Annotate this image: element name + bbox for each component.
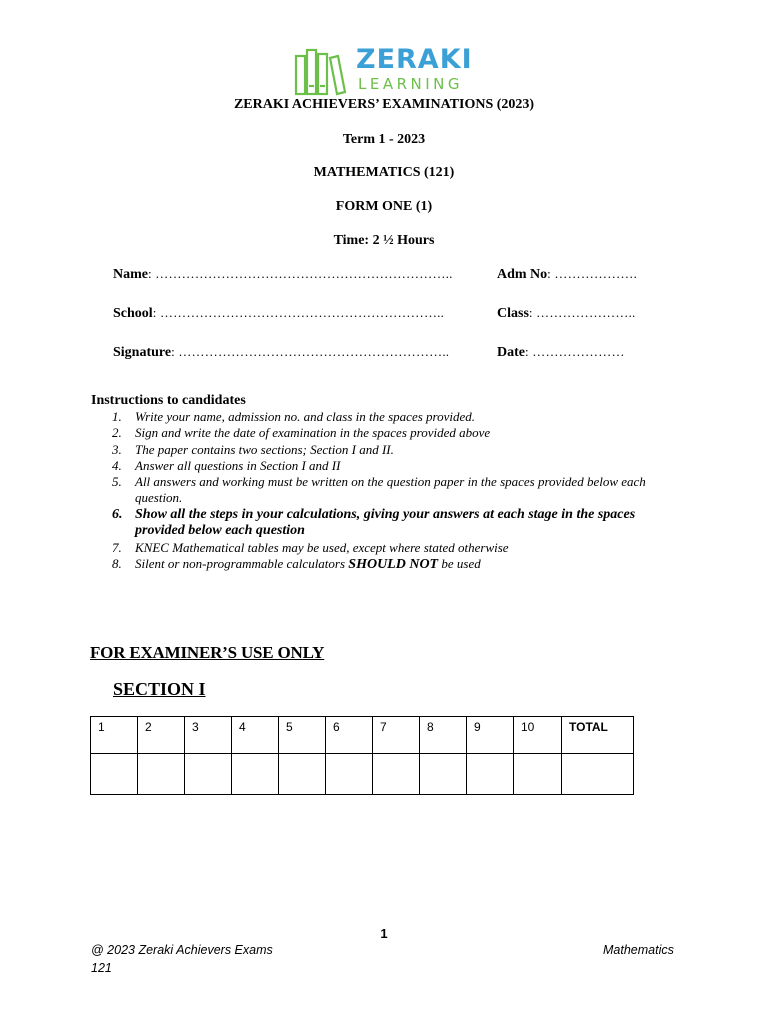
- instruction-item: [112, 507, 672, 540]
- date-label: Date: [497, 345, 525, 360]
- instruction-item: [112, 540, 672, 556]
- score-col-header: 9: [467, 717, 514, 754]
- instruction-number: 4.: [112, 457, 122, 473]
- instruction-text: KNEC Mathematical tables may be used, except where stated otherwise: [135, 539, 509, 555]
- school-dots: : ………………………………………………………..: [152, 305, 445, 320]
- score-col-header: 1: [91, 717, 138, 754]
- score-cell[interactable]: [373, 754, 420, 795]
- score-cell[interactable]: [279, 754, 326, 795]
- score-cell[interactable]: [514, 754, 562, 795]
- school-label: School: [113, 306, 153, 321]
- instructions-heading: Instructions to candidates: [91, 393, 246, 408]
- adm-no-label: Adm No: [497, 267, 548, 282]
- section-heading: SECTION I: [113, 679, 206, 699]
- instruction-item: [112, 474, 672, 507]
- score-col-header: 4: [232, 717, 279, 754]
- instructions-list: [112, 409, 672, 573]
- signature-dots: : ……………………………………………………..: [171, 344, 450, 359]
- signature-label: Signature: [113, 345, 172, 360]
- logo-sub-text: LEARNING: [358, 75, 464, 93]
- exam-term: Term 1 - 2023: [342, 132, 426, 147]
- name-dots: : …………………………………………………………..: [148, 266, 453, 281]
- adm-no-dots: : ……………….: [547, 266, 638, 281]
- score-cell[interactable]: [232, 754, 279, 795]
- instruction-item: [112, 409, 672, 425]
- instruction-text: Sign and write the date of examination in the spaces provided above: [135, 425, 491, 441]
- footer-left: @ 2023 Zeraki Achievers Exams: [91, 943, 273, 957]
- instruction-number: 5.: [112, 474, 122, 490]
- class-label: Class: [497, 306, 529, 321]
- score-cell[interactable]: [467, 754, 514, 795]
- score-cell[interactable]: [91, 754, 138, 795]
- exam-time: Time: 2 ½ Hours: [333, 233, 435, 248]
- zeraki-logo: [294, 44, 484, 96]
- score-col-header: 8: [420, 717, 467, 754]
- instruction-item: [112, 556, 672, 573]
- score-col-header: 5: [279, 717, 326, 754]
- score-cell[interactable]: [326, 754, 373, 795]
- instruction-text: Show all the steps in your calculations, giving your answers at each stage in the spaces provided below each question: [135, 506, 636, 539]
- exam-form: FORM ONE (1): [335, 199, 433, 214]
- score-table: [90, 716, 634, 795]
- exam-subject: MATHEMATICS (121): [313, 165, 455, 180]
- logo-brand-text: ZERAKI: [356, 44, 473, 75]
- instruction-text: Answer all questions in Section I and II: [135, 457, 341, 473]
- instruction-text-after: be used: [438, 556, 481, 572]
- instruction-number: 8.: [112, 556, 122, 572]
- name-field[interactable]: [113, 266, 453, 283]
- class-field[interactable]: [497, 305, 635, 322]
- instruction-item: [112, 458, 672, 474]
- instruction-emphasis: SHOULD NOT: [348, 557, 439, 573]
- instruction-number: 1.: [112, 409, 122, 424]
- score-cell-total[interactable]: [562, 754, 634, 795]
- instruction-item: [112, 425, 672, 441]
- instruction-text: Silent or non-programmable calculators: [135, 556, 349, 572]
- score-cell[interactable]: [185, 754, 232, 795]
- score-entry-row: [91, 754, 634, 795]
- date-field[interactable]: [497, 344, 625, 361]
- examiner-heading: FOR EXAMINER’S USE ONLY: [90, 643, 325, 662]
- adm-no-field[interactable]: [497, 266, 637, 283]
- score-col-header: 6: [326, 717, 373, 754]
- signature-field[interactable]: [113, 344, 449, 361]
- instruction-text: All answers and working must be written on the question paper in the spaces provided below each question.: [135, 474, 646, 506]
- score-col-header: 7: [373, 717, 420, 754]
- books-icon: [294, 46, 350, 98]
- instruction-text: The paper contains two sections; Section I and II.: [135, 441, 394, 457]
- score-cell[interactable]: [420, 754, 467, 795]
- instruction-number: 7.: [112, 539, 122, 555]
- instruction-number: 6.: [112, 506, 123, 522]
- footer-right: Mathematics: [603, 943, 674, 957]
- score-col-header: 2: [138, 717, 185, 754]
- score-col-header: 3: [185, 717, 232, 754]
- instruction-text: Write your name, admission no. and class in the spaces provided.: [135, 409, 476, 424]
- score-header-row: [91, 717, 634, 754]
- date-dots: : …………………: [525, 344, 625, 359]
- school-field[interactable]: [113, 305, 444, 322]
- score-col-header: 10: [514, 717, 562, 754]
- instruction-number: 3.: [112, 441, 122, 457]
- score-cell[interactable]: [138, 754, 185, 795]
- instruction-item: [112, 442, 672, 458]
- page-number: 1: [380, 926, 388, 941]
- name-label: Name: [113, 267, 148, 282]
- class-dots: : …………………..: [528, 305, 636, 320]
- exam-title: ZERAKI ACHIEVERS’ EXAMINATIONS (2023): [233, 97, 535, 112]
- footer-left-line2: 121: [91, 961, 112, 975]
- score-col-header-total: TOTAL: [562, 717, 634, 754]
- instruction-number: 2.: [112, 425, 122, 441]
